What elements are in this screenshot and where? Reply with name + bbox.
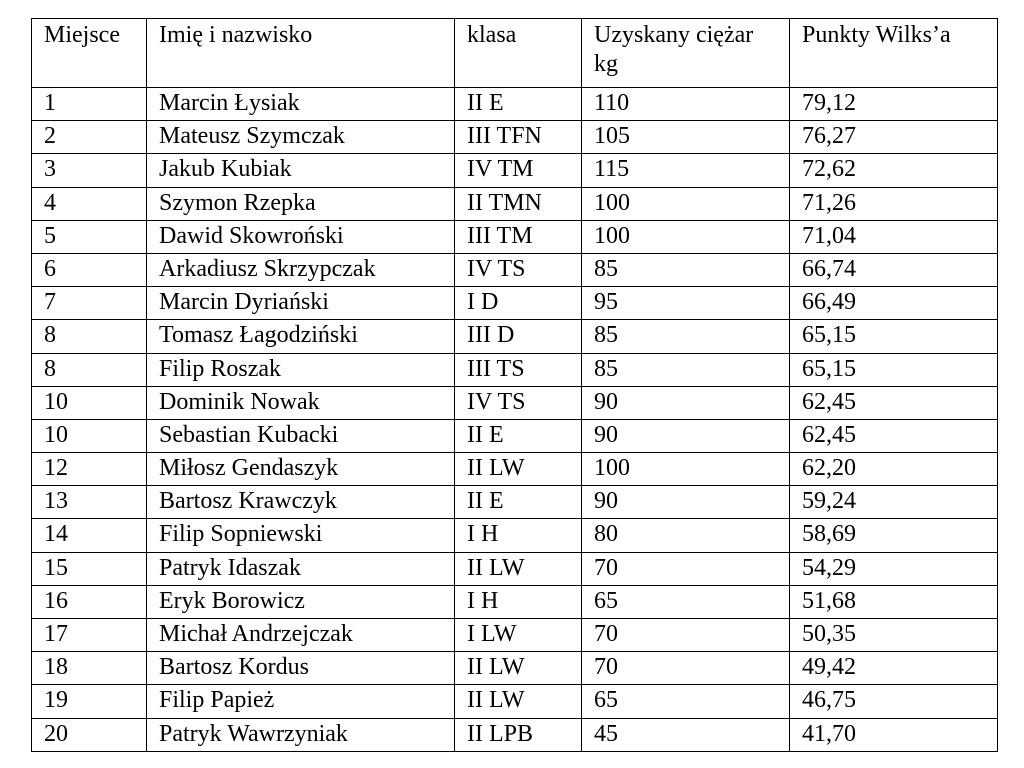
cell-wilks-points: 66,74 [790, 253, 998, 286]
cell-place: 4 [32, 187, 147, 220]
cell-weight: 70 [582, 552, 790, 585]
table-row [32, 585, 998, 618]
cell-wilks-points: 62,20 [790, 453, 998, 486]
cell-weight: 65 [582, 685, 790, 718]
cell-weight: 100 [582, 187, 790, 220]
table-row [32, 320, 998, 353]
table-row [32, 220, 998, 253]
table-row [32, 519, 998, 552]
cell-wilks-points: 66,49 [790, 287, 998, 320]
cell-class: III TM [455, 220, 582, 253]
cell-name: Patryk Wawrzyniak [147, 718, 455, 751]
table-row [32, 154, 998, 187]
table-row [32, 718, 998, 751]
cell-place: 13 [32, 486, 147, 519]
cell-class: IV TM [455, 154, 582, 187]
header-name: Imię i nazwisko [147, 19, 455, 88]
cell-name: Marcin Łysiak [147, 88, 455, 121]
cell-place: 10 [32, 386, 147, 419]
cell-name: Bartosz Kordus [147, 652, 455, 685]
cell-name: Patryk Idaszak [147, 552, 455, 585]
cell-class: II LW [455, 652, 582, 685]
table-row [32, 453, 998, 486]
results-table [31, 18, 998, 752]
cell-place: 16 [32, 585, 147, 618]
cell-name: Filip Sopniewski [147, 519, 455, 552]
cell-class: II E [455, 88, 582, 121]
cell-name: Dawid Skowroński [147, 220, 455, 253]
cell-name: Marcin Dyriański [147, 287, 455, 320]
cell-weight: 105 [582, 121, 790, 154]
cell-class: II LW [455, 685, 582, 718]
cell-wilks-points: 41,70 [790, 718, 998, 751]
cell-wilks-points: 76,27 [790, 121, 998, 154]
cell-wilks-points: 71,04 [790, 220, 998, 253]
table-body [32, 88, 998, 752]
table-row [32, 419, 998, 452]
cell-weight: 100 [582, 453, 790, 486]
cell-class: II E [455, 419, 582, 452]
cell-class: II LW [455, 552, 582, 585]
cell-weight: 85 [582, 353, 790, 386]
table-row [32, 88, 998, 121]
cell-class: II E [455, 486, 582, 519]
table-row [32, 121, 998, 154]
cell-wilks-points: 72,62 [790, 154, 998, 187]
table-row [32, 652, 998, 685]
table-row [32, 619, 998, 652]
cell-wilks-points: 79,12 [790, 88, 998, 121]
table-row [32, 685, 998, 718]
cell-weight: 70 [582, 619, 790, 652]
cell-place: 17 [32, 619, 147, 652]
cell-class: I D [455, 287, 582, 320]
cell-name: Dominik Nowak [147, 386, 455, 419]
cell-weight: 95 [582, 287, 790, 320]
cell-weight: 80 [582, 519, 790, 552]
cell-wilks-points: 58,69 [790, 519, 998, 552]
header-class: klasa [455, 19, 582, 88]
cell-weight: 90 [582, 419, 790, 452]
cell-class: II TMN [455, 187, 582, 220]
cell-class: II LW [455, 453, 582, 486]
cell-name: Miłosz Gendaszyk [147, 453, 455, 486]
header-wilks-points: Punkty Wilks’a [790, 19, 998, 88]
cell-place: 7 [32, 287, 147, 320]
cell-wilks-points: 71,26 [790, 187, 998, 220]
table-row [32, 386, 998, 419]
cell-weight: 90 [582, 386, 790, 419]
cell-class: I LW [455, 619, 582, 652]
cell-weight: 85 [582, 253, 790, 286]
cell-class: IV TS [455, 386, 582, 419]
cell-name: Mateusz Szymczak [147, 121, 455, 154]
table-row [32, 287, 998, 320]
cell-weight: 100 [582, 220, 790, 253]
cell-place: 10 [32, 419, 147, 452]
table-header [32, 19, 998, 88]
cell-class: II LPB [455, 718, 582, 751]
cell-class: III D [455, 320, 582, 353]
cell-class: IV TS [455, 253, 582, 286]
cell-wilks-points: 59,24 [790, 486, 998, 519]
cell-name: Sebastian Kubacki [147, 419, 455, 452]
header-weight: Uzyskany ciężar kg [582, 19, 790, 88]
header-row [32, 19, 998, 88]
cell-weight: 70 [582, 652, 790, 685]
cell-name: Bartosz Krawczyk [147, 486, 455, 519]
cell-place: 19 [32, 685, 147, 718]
cell-name: Filip Roszak [147, 353, 455, 386]
cell-wilks-points: 62,45 [790, 386, 998, 419]
cell-name: Filip Papież [147, 685, 455, 718]
cell-place: 8 [32, 353, 147, 386]
cell-weight: 65 [582, 585, 790, 618]
cell-place: 6 [32, 253, 147, 286]
cell-weight: 45 [582, 718, 790, 751]
cell-wilks-points: 54,29 [790, 552, 998, 585]
cell-wilks-points: 50,35 [790, 619, 998, 652]
cell-place: 12 [32, 453, 147, 486]
cell-wilks-points: 65,15 [790, 320, 998, 353]
table-row [32, 486, 998, 519]
cell-place: 14 [32, 519, 147, 552]
cell-class: III TFN [455, 121, 582, 154]
cell-name: Michał Andrzejczak [147, 619, 455, 652]
cell-place: 18 [32, 652, 147, 685]
cell-place: 5 [32, 220, 147, 253]
header-place: Miejsce [32, 19, 147, 88]
cell-weight: 110 [582, 88, 790, 121]
cell-class: III TS [455, 353, 582, 386]
cell-place: 1 [32, 88, 147, 121]
cell-place: 20 [32, 718, 147, 751]
cell-wilks-points: 51,68 [790, 585, 998, 618]
cell-name: Szymon Rzepka [147, 187, 455, 220]
cell-wilks-points: 49,42 [790, 652, 998, 685]
cell-wilks-points: 65,15 [790, 353, 998, 386]
cell-place: 15 [32, 552, 147, 585]
cell-place: 8 [32, 320, 147, 353]
cell-wilks-points: 46,75 [790, 685, 998, 718]
table-row [32, 253, 998, 286]
cell-weight: 115 [582, 154, 790, 187]
cell-name: Jakub Kubiak [147, 154, 455, 187]
cell-wilks-points: 62,45 [790, 419, 998, 452]
cell-class: I H [455, 585, 582, 618]
table-row [32, 353, 998, 386]
cell-name: Tomasz Łagodziński [147, 320, 455, 353]
cell-name: Eryk Borowicz [147, 585, 455, 618]
cell-place: 2 [32, 121, 147, 154]
cell-name: Arkadiusz Skrzypczak [147, 253, 455, 286]
table-row [32, 187, 998, 220]
cell-weight: 90 [582, 486, 790, 519]
cell-weight: 85 [582, 320, 790, 353]
cell-place: 3 [32, 154, 147, 187]
cell-class: I H [455, 519, 582, 552]
table-row [32, 552, 998, 585]
